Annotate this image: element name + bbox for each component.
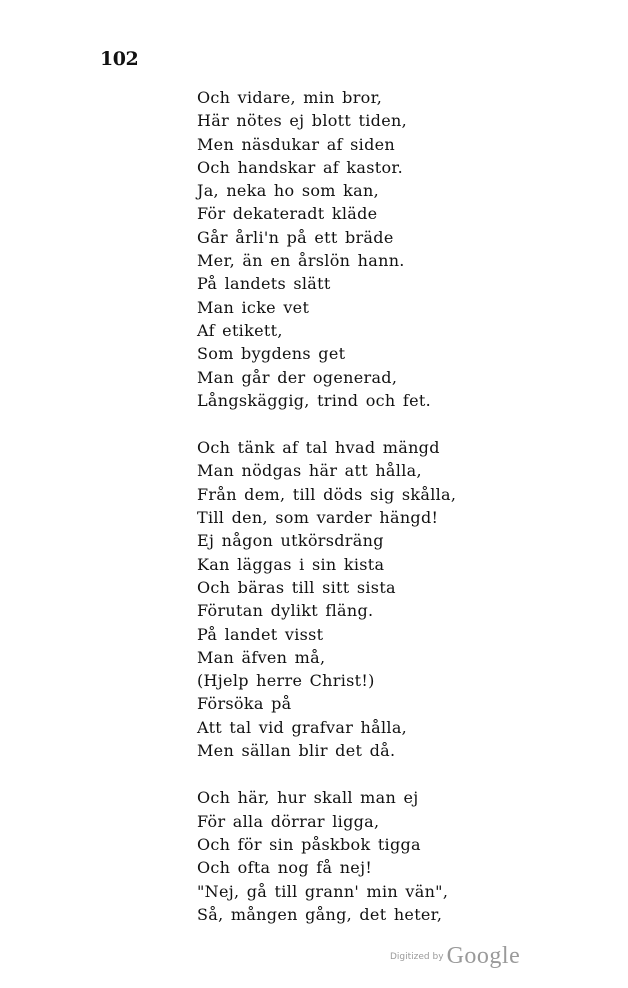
stanza [197,786,497,926]
verse-line: Att tal vid grafvar hålla, [197,717,408,737]
verse-line: Men sällan blir det då. [197,741,396,761]
google-logo: Google [446,943,521,969]
verse-line: Ja, neka ho som kan, [197,181,379,201]
verse-line: Långskäggig, trind och fet. [197,390,431,410]
verse-line: Från dem, till döds sig skålla, [197,484,457,504]
verse-line: Här nötes ej blott tiden, [197,111,407,131]
verse-line: Till den, som varder hängd! [197,508,439,528]
verse-line: Som bygdens get [197,344,346,364]
verse-line: På landet visst [197,624,324,644]
digitized-label: Digitized by [390,951,444,962]
verse-line: För alla dörrar ligga, [197,811,380,831]
verse-line: Och tänk af tal hvad mängd [197,438,440,458]
verse-line: På landets slätt [197,274,331,294]
verse-line: Går årli'n på ett bräde [197,227,394,247]
verse-line: För dekateradt kläde [197,204,378,224]
verse-line: Och ofta nog få nej! [197,858,373,878]
verse-line: Och för sin påskbok tigga [197,834,421,854]
verse-line: Mer, än en årslön hann. [197,251,405,271]
verse-line: Och bäras till sitt sista [197,577,396,597]
verse-line: Försöka på [197,694,292,714]
stanza [197,436,497,762]
digitized-watermark [390,943,520,970]
verse-line: Man äfven må, [197,647,326,667]
verse-line: Kan läggas i sin kista [197,554,385,574]
verse-line: Och handskar af kastor. [197,157,403,177]
verse-line: Och här, hur skall man ej [197,788,419,808]
verse-line: Man nödgas här att hålla, [197,461,422,481]
verse-line: Men näsdukar af siden [197,134,396,154]
verse-line: Så, mången gång, det heter, [197,904,443,924]
verse-line: Och vidare, min bror, [197,88,383,107]
verse-line: (Hjelp herre Christ!) [197,671,375,691]
verse-line: "Nej, gå till grann' min vän", [197,881,449,901]
verse-line: Man går der ogenerad, [197,367,398,387]
verse-line: Ej någon utkörsdräng [197,531,384,551]
verse-line: Man icke vet [197,297,310,317]
page-number: 102 [100,48,139,70]
poem-text [197,86,497,926]
stanza [197,86,497,412]
verse-line: Af etikett, [197,320,283,340]
verse-line: Förutan dylikt fläng. [197,601,374,621]
